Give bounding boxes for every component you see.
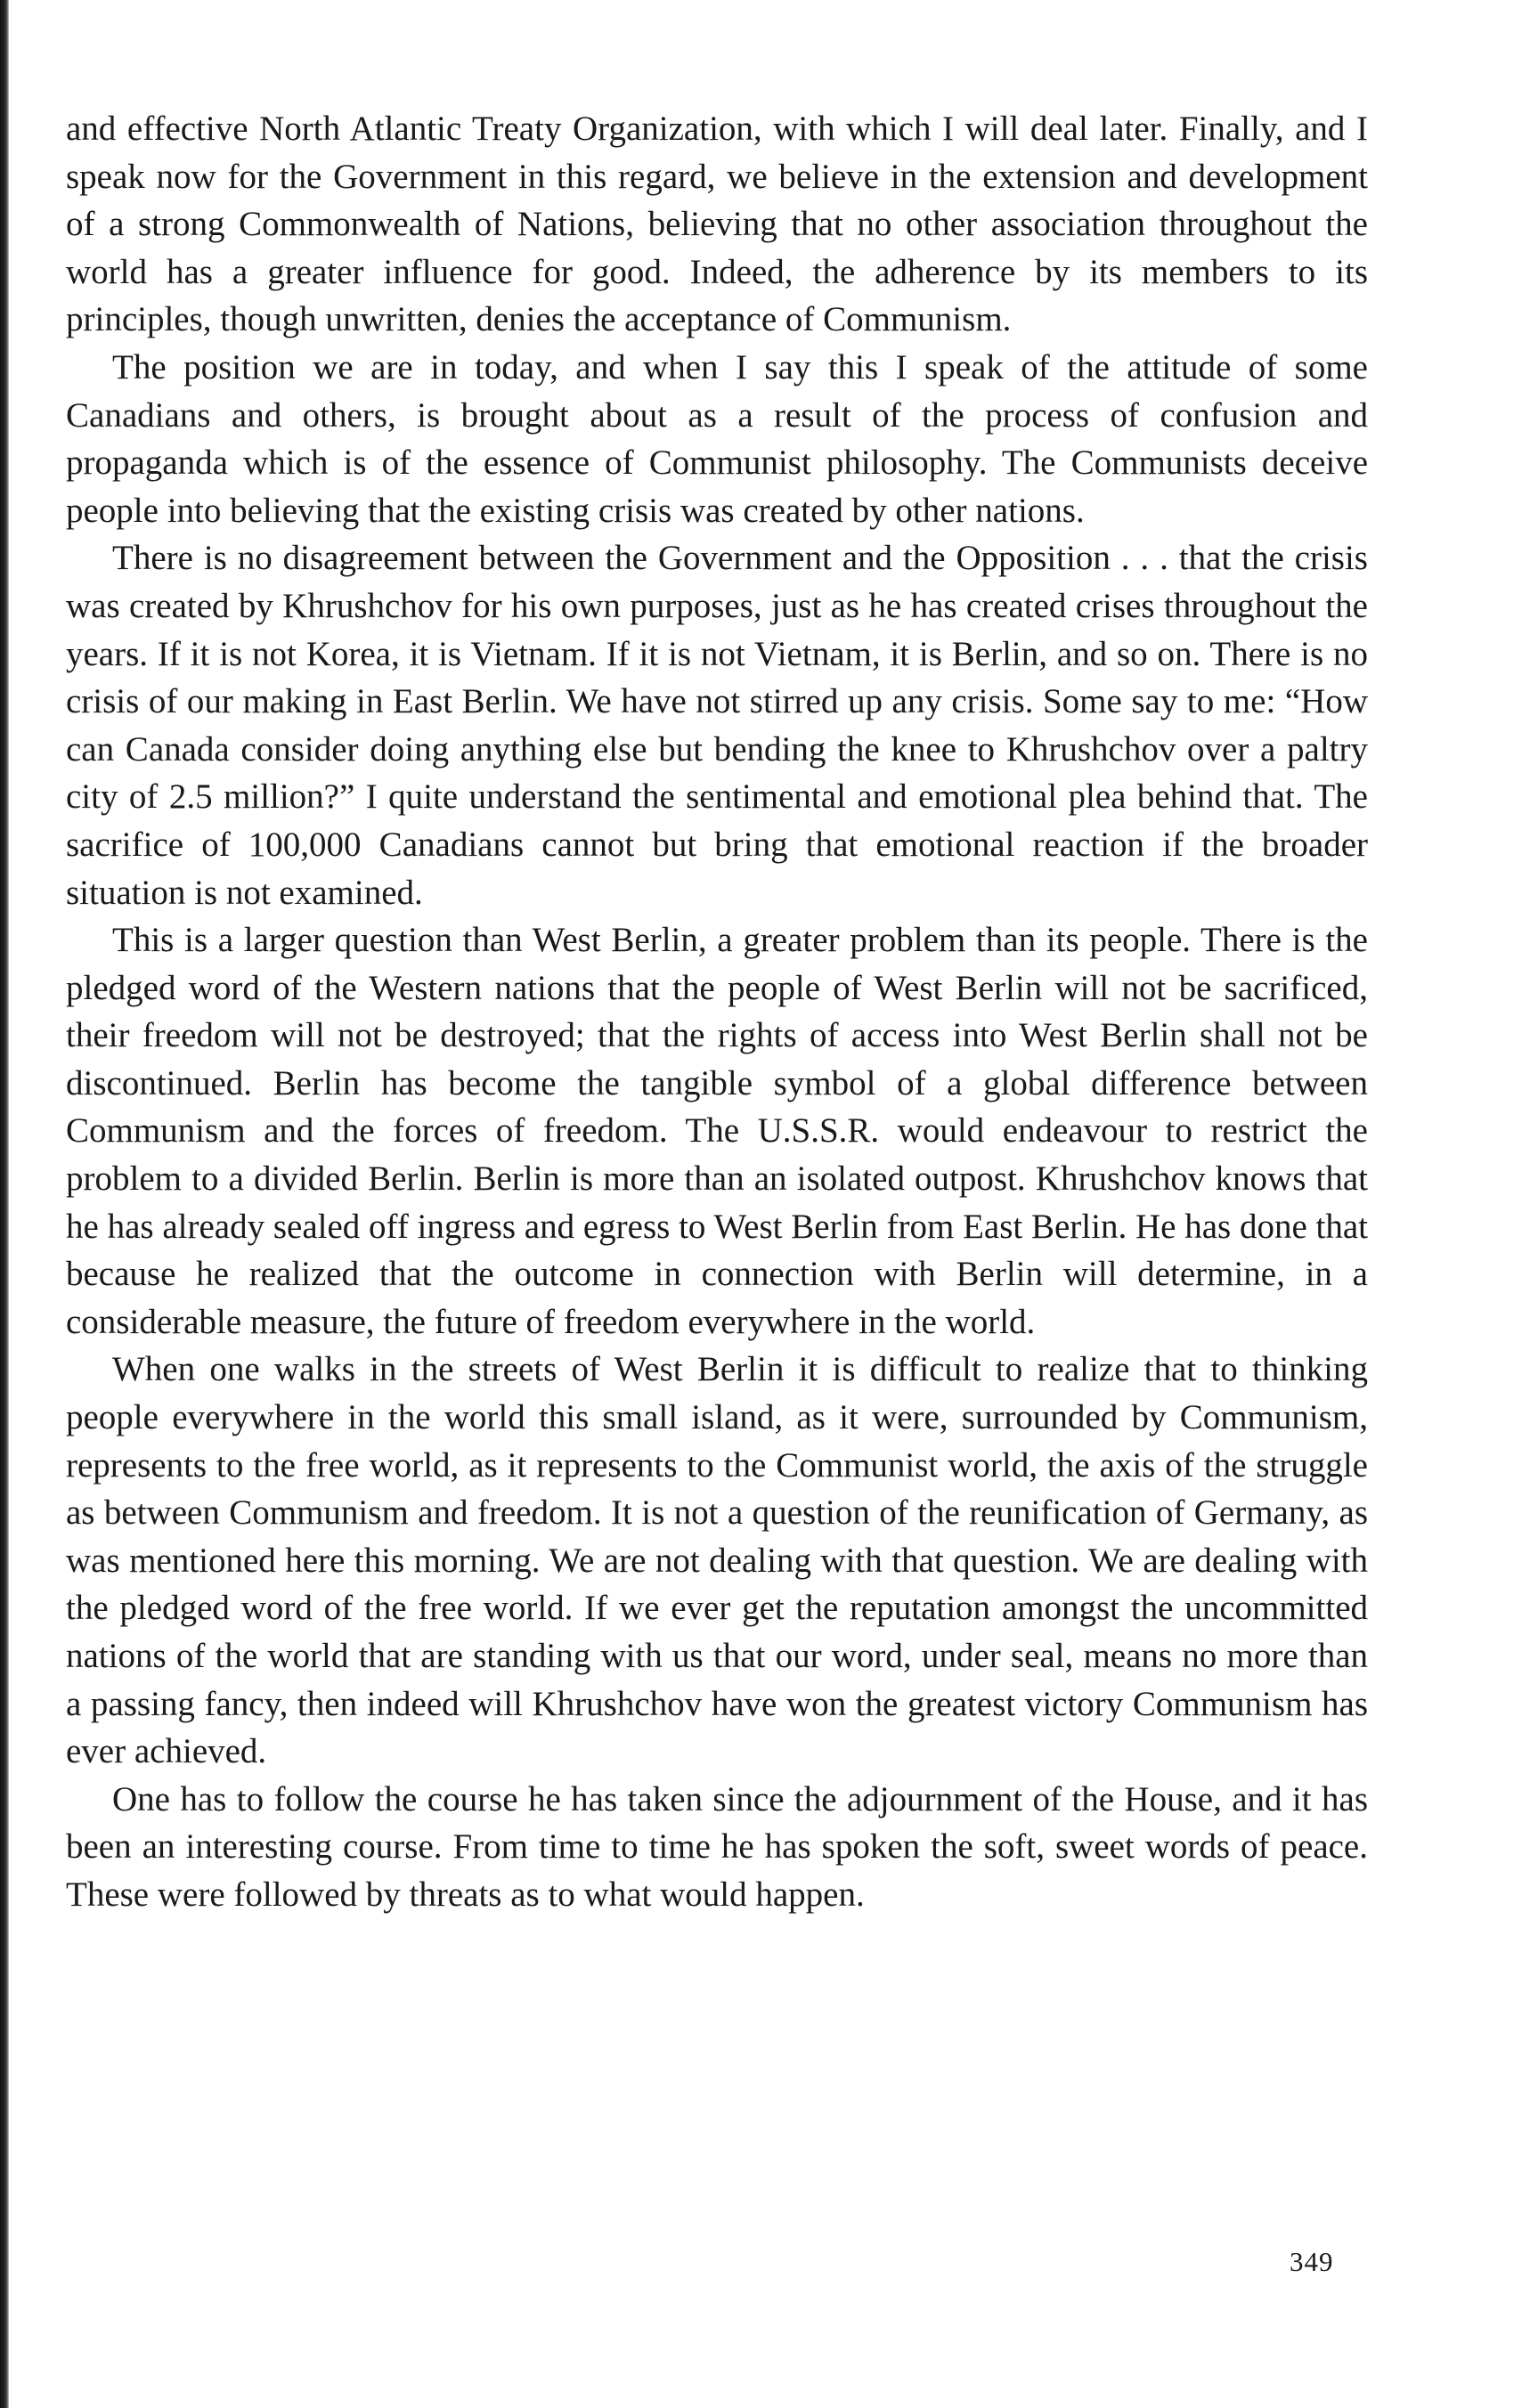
paragraph: One has to follow the course he has taken since the adjournment of the House, and it has been an interesting course. From time to time he has spoken the soft, sweet words of peace. These were followed by threats as to what would happen. bbox=[66, 1779, 1368, 1914]
paragraph: There is no disagreement between the Government and the Opposition . . . that the crisis was created by Khrushchov for his own purposes, just as he has created crises throughout the years. If it is not Korea, it is Vietnam. If it is not Vietnam, it is Berlin, and so on. There is no crisis of our making in East Berlin. We have not stirred up any crisis. Some say to me: “How can Canada consider doing anything else but bending the knee to Khrushchov over a paltry city of 2.5 million?” I quite understand the sentimental and emotional plea behind that. The sacrifice of 100,000 Canadians cannot but bring that emotional reaction if the broader situation is not examined. bbox=[66, 539, 1368, 912]
paragraph: The position we are in today, and when I say this I speak of the attitude of some Canadians and others, is brought about as a result of the process of confusion and propaganda which is of the essence of Communist philosophy. The Communists deceive people into believing that the existing crisis was created by other nations. bbox=[66, 347, 1368, 530]
page-binding-edge bbox=[0, 0, 9, 2408]
page-number: 349 bbox=[1290, 2246, 1334, 2277]
paragraph: When one walks in the streets of West Berlin it is difficult to realize that to thinking people everywhere in the world this small island, as it were, surrounded by Communism, represents to the free world, as it represents to the Communist world, the axis of the struggle as between Communism and freedom. It is not a question of the reunification of Germany, as was mentioned here this morning. We are not dealing with that question. We are dealing with the pledged word of the free world. If we ever get the reputation amongst the uncommitted nations of the world that are standing with us that our word, under seal, means no more than a passing fancy, then indeed will Khrushchov have won the greatest victory Communism has ever achieved. bbox=[66, 1350, 1368, 1771]
paragraph-continued: and effective North Atlantic Treaty Organization, with which I will deal later. Finally, and I speak now for the Government in this regard, we believe in the extension and development of a strong Commonwealth of Nations, believing that no other association throughout the world has a greater influence for good. Indeed, the adherence by its members to its principles, though unwritten, denies the acceptance of Communism. bbox=[66, 110, 1368, 339]
page-body bbox=[66, 105, 1368, 1919]
paragraph: This is a larger question than West Berlin, a greater problem than its people. There is the pledged word of the Western nations that the people of West Berlin will not be sacrificed, their freedom will not be destroyed; that the rights of access into West Berlin shall not be discontinued. Berlin has become the tangible symbol of a global difference between Communism and the forces of freedom. The U.S.S.R. would endeavour to restrict the problem to a divided Berlin. Berlin is more than an isolated outpost. Khrushchov knows that he has already sealed off ingress and egress to West Berlin from East Berlin. He has done that because he realized that the outcome in connection with Berlin will determine, in a considerable measure, the future of freedom everywhere in the world. bbox=[66, 921, 1368, 1341]
